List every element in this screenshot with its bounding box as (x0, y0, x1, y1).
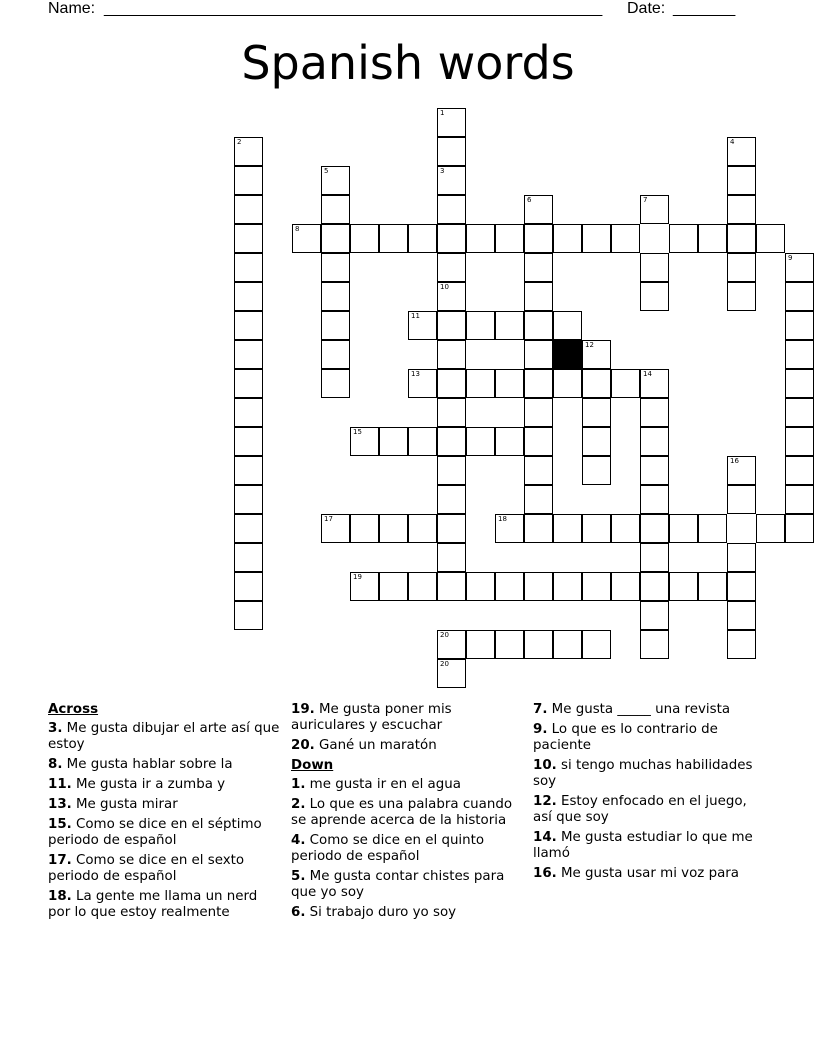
grid-cell[interactable] (524, 282, 553, 311)
clue-num: 19. (291, 702, 315, 717)
clue-item (291, 777, 523, 793)
grid-cell[interactable] (495, 630, 524, 659)
clue-text: Gané un maratón (314, 738, 437, 753)
grid-cell[interactable] (640, 195, 669, 224)
grid-cell[interactable] (321, 166, 350, 195)
grid-cell[interactable] (495, 572, 524, 601)
grid-cell[interactable] (437, 340, 466, 369)
grid-cell[interactable] (785, 311, 814, 340)
grid-cell[interactable] (785, 485, 814, 514)
grid-cell[interactable] (437, 137, 466, 166)
grid-cell[interactable] (321, 369, 350, 398)
clue-text: Como se dice en el quinto periodo de español (291, 833, 485, 864)
grid-cell[interactable] (437, 253, 466, 282)
grid-cell[interactable] (321, 311, 350, 340)
grid-cell[interactable] (640, 369, 669, 398)
grid-cell[interactable] (408, 427, 437, 456)
grid-cell[interactable] (234, 601, 263, 630)
clue-text: Me gusta usar mi voz para (556, 866, 739, 881)
clue-item (48, 721, 280, 753)
clue-item (533, 758, 765, 790)
grid-cell[interactable] (466, 572, 495, 601)
grid-cell[interactable] (640, 253, 669, 282)
clue-num: 9. (533, 722, 548, 737)
grid-cell[interactable] (727, 137, 756, 166)
clue-item (291, 833, 523, 865)
grid-cell[interactable] (292, 224, 321, 253)
grid-cell[interactable] (553, 311, 582, 340)
date-label: Date: (627, 0, 666, 17)
grid-cell[interactable] (350, 514, 379, 543)
clue-num: 4. (291, 833, 306, 848)
clue-number: 20 (440, 660, 449, 668)
grid-cell[interactable] (437, 398, 466, 427)
grid-cell[interactable] (379, 572, 408, 601)
clue-num: 17. (48, 853, 72, 868)
grid-cell[interactable] (408, 311, 437, 340)
across-heading: Across (48, 702, 99, 717)
grid-cell[interactable] (669, 572, 698, 601)
clue-text: Lo que es una palabra cuando se aprende acerca de la historia (291, 797, 513, 828)
grid-cell[interactable] (466, 427, 495, 456)
grid-cell[interactable] (785, 456, 814, 485)
grid-cell[interactable] (582, 427, 611, 456)
grid-cell[interactable] (553, 369, 582, 398)
grid-cell[interactable] (640, 456, 669, 485)
grid-cell[interactable] (321, 253, 350, 282)
grid-cell[interactable] (785, 398, 814, 427)
clue-text: Como se dice en el séptimo periodo de español (48, 817, 262, 848)
grid-cell[interactable] (582, 224, 611, 253)
clue-text: Me gusta hablar sobre la (62, 757, 233, 772)
grid-cell[interactable] (234, 253, 263, 282)
grid-cell[interactable] (437, 630, 466, 659)
grid-cell[interactable] (611, 369, 640, 398)
grid-cell[interactable] (408, 369, 437, 398)
grid-cell[interactable] (437, 659, 466, 688)
clue-number: 16 (730, 457, 739, 465)
clues-column-1 (48, 702, 280, 925)
grid-cell[interactable] (727, 572, 756, 601)
grid-cell[interactable] (640, 543, 669, 572)
grid-cell[interactable] (640, 572, 669, 601)
clue-num: 8. (48, 757, 63, 772)
clue-item (533, 702, 765, 718)
clue-number: 7 (643, 196, 648, 204)
clue-number: 18 (498, 515, 507, 523)
grid-cell[interactable] (582, 514, 611, 543)
grid-cell[interactable] (727, 456, 756, 485)
grid-cell[interactable] (466, 369, 495, 398)
grid-cell[interactable] (727, 166, 756, 195)
grid-cell[interactable] (234, 427, 263, 456)
grid-cell[interactable] (727, 282, 756, 311)
clue-num: 14. (533, 830, 557, 845)
clue-item (291, 905, 523, 921)
grid-cell[interactable] (640, 630, 669, 659)
grid-cell[interactable] (524, 224, 553, 253)
clue-item (291, 869, 523, 901)
grid-cell[interactable] (437, 456, 466, 485)
clue-num: 11. (48, 777, 72, 792)
grid-cell[interactable] (611, 572, 640, 601)
grid-cell[interactable] (234, 340, 263, 369)
clue-number: 13 (411, 370, 420, 378)
clue-number: 2 (237, 138, 242, 146)
grid-cell[interactable] (350, 224, 379, 253)
grid-cell[interactable] (785, 369, 814, 398)
grid-cell[interactable] (379, 514, 408, 543)
clue-number: 1 (440, 109, 445, 117)
grid-cell[interactable] (727, 630, 756, 659)
clue-num: 10. (533, 758, 557, 773)
grid-cell[interactable] (437, 282, 466, 311)
clue-num: 7. (533, 702, 548, 717)
clue-num: 12. (533, 794, 557, 809)
clue-num: 1. (291, 777, 306, 792)
clue-item (291, 702, 523, 734)
grid-cell[interactable] (698, 224, 727, 253)
clue-item (533, 866, 765, 882)
clue-number: 19 (353, 573, 362, 581)
clue-item (48, 889, 280, 921)
grid-cell[interactable] (234, 166, 263, 195)
grid-cell[interactable] (437, 485, 466, 514)
grid-cell[interactable] (437, 311, 466, 340)
clue-number: 17 (324, 515, 333, 523)
grid-cell[interactable] (524, 195, 553, 224)
clue-text: Me gusta dibujar el arte así que estoy (48, 721, 280, 752)
down-heading: Down (291, 758, 334, 773)
clue-num: 15. (48, 817, 72, 832)
grid-cell[interactable] (669, 224, 698, 253)
grid-cell[interactable] (234, 456, 263, 485)
clue-number: 5 (324, 167, 329, 175)
grid-cell[interactable] (466, 311, 495, 340)
grid-cell[interactable] (379, 427, 408, 456)
grid-cell[interactable] (234, 311, 263, 340)
clue-item (48, 817, 280, 849)
grid-cell[interactable] (640, 514, 669, 543)
clue-number: 20 (440, 631, 449, 639)
grid-cell[interactable] (466, 224, 495, 253)
grid-cell[interactable] (553, 514, 582, 543)
grid-cell[interactable] (234, 543, 263, 572)
grid-cell[interactable] (640, 485, 669, 514)
clue-num: 13. (48, 797, 72, 812)
grid-cell[interactable] (495, 224, 524, 253)
clue-num: 5. (291, 869, 306, 884)
grid-cell[interactable] (756, 224, 785, 253)
grid-cell[interactable] (582, 398, 611, 427)
clue-number: 11 (411, 312, 420, 320)
clue-number: 10 (440, 283, 449, 291)
grid-cell[interactable] (495, 369, 524, 398)
grid-cell[interactable] (785, 427, 814, 456)
grid-cell[interactable] (785, 340, 814, 369)
clue-num: 2. (291, 797, 306, 812)
grid-cell[interactable] (582, 369, 611, 398)
grid-cell[interactable] (495, 311, 524, 340)
grid-cell[interactable] (524, 340, 553, 369)
grid-cell[interactable] (321, 282, 350, 311)
grid-cell[interactable] (234, 282, 263, 311)
grid-cell[interactable] (234, 514, 263, 543)
grid-cell[interactable] (437, 108, 466, 137)
clue-number: 6 (527, 196, 532, 204)
clue-item (291, 738, 523, 754)
grid-cell[interactable] (785, 514, 814, 543)
grid-cell[interactable] (785, 253, 814, 282)
grid-cell[interactable] (379, 224, 408, 253)
grid-cell[interactable] (408, 514, 437, 543)
grid-cell[interactable] (524, 253, 553, 282)
grid-cell[interactable] (640, 601, 669, 630)
grid-cell[interactable] (437, 224, 466, 253)
clue-num: 3. (48, 721, 63, 736)
grid-cell[interactable] (727, 253, 756, 282)
grid-cell[interactable] (350, 572, 379, 601)
grid-cell[interactable] (321, 224, 350, 253)
grid-cell[interactable] (727, 224, 756, 253)
clue-text: Me gusta contar chistes para que yo soy (291, 869, 505, 900)
grid-cell[interactable] (669, 514, 698, 543)
clue-item (48, 853, 280, 885)
grid-cell[interactable] (437, 195, 466, 224)
clue-num: 18. (48, 889, 72, 904)
grid-cell[interactable] (408, 224, 437, 253)
grid-cell[interactable] (437, 572, 466, 601)
grid-cell[interactable] (524, 514, 553, 543)
clue-text: Me gusta poner mis auriculares y escuchar (291, 702, 452, 733)
clue-num: 16. (533, 866, 557, 881)
grid-cell[interactable] (640, 427, 669, 456)
clue-item (533, 722, 765, 754)
clue-item (48, 757, 280, 773)
grid-cell[interactable] (582, 630, 611, 659)
grid-cell[interactable] (437, 166, 466, 195)
grid-cell[interactable] (524, 485, 553, 514)
grid-cell[interactable] (437, 543, 466, 572)
grid-cell[interactable] (437, 369, 466, 398)
grid-cell[interactable] (785, 282, 814, 311)
grid-cell[interactable] (495, 427, 524, 456)
grid-cell[interactable] (437, 427, 466, 456)
grid-cell[interactable] (234, 369, 263, 398)
clue-text: Lo que es lo contrario de paciente (533, 722, 718, 753)
clue-text: La gente me llama un nerd por lo que estoy realmente (48, 889, 258, 920)
grid-cell[interactable] (524, 572, 553, 601)
grid-cell[interactable] (582, 456, 611, 485)
grid-cell[interactable] (321, 514, 350, 543)
grid-cell[interactable] (234, 137, 263, 166)
clue-text: Me gusta mirar (71, 797, 178, 812)
page-title: Spanish words (241, 36, 575, 90)
clue-number: 9 (788, 254, 793, 262)
clue-item (533, 830, 765, 862)
grid-cell[interactable] (553, 224, 582, 253)
grid-cell[interactable] (582, 340, 611, 369)
clue-text: Me gusta estudiar lo que me llamó (533, 830, 753, 861)
grid-cell[interactable] (727, 543, 756, 572)
date-input-line[interactable]: _______ (673, 0, 736, 17)
grid-cell[interactable] (495, 514, 524, 543)
grid-cell[interactable] (321, 195, 350, 224)
grid-cell[interactable] (698, 572, 727, 601)
grid-cell[interactable] (727, 601, 756, 630)
grid-cell[interactable] (437, 514, 466, 543)
grid-cell[interactable] (611, 224, 640, 253)
grid-cell[interactable] (698, 514, 727, 543)
grid-cell[interactable] (524, 427, 553, 456)
grid-cell[interactable] (582, 572, 611, 601)
grid-cell[interactable] (234, 485, 263, 514)
name-input-line[interactable]: ________________________________________________________ (104, 0, 603, 17)
grid-cell[interactable] (408, 572, 437, 601)
name-label: Name: (48, 0, 96, 17)
clue-number: 3 (440, 167, 445, 175)
clue-item (48, 797, 280, 813)
grid-cell[interactable] (756, 514, 785, 543)
grid-cell[interactable] (553, 630, 582, 659)
grid-cell[interactable] (350, 427, 379, 456)
grid-cell[interactable] (524, 369, 553, 398)
grid-cell[interactable] (466, 630, 495, 659)
clue-text: me gusta ir en el agua (305, 777, 461, 792)
grid-cell[interactable] (524, 311, 553, 340)
clue-text: Como se dice en el sexto periodo de español (48, 853, 245, 884)
clue-text: si tengo muchas habilidades soy (533, 758, 753, 789)
clues-column-2 (291, 702, 523, 925)
clue-num: 6. (291, 905, 306, 920)
clue-number: 4 (730, 138, 735, 146)
clue-item (533, 794, 765, 826)
clue-number: 8 (295, 225, 300, 233)
clue-text: Estoy enfocado en el juego, así que soy (533, 794, 747, 825)
grid-cell[interactable] (640, 398, 669, 427)
clue-number: 15 (353, 428, 362, 436)
clue-item (291, 797, 523, 829)
grid-cell[interactable] (524, 398, 553, 427)
clue-text: Si trabajo duro yo soy (305, 905, 457, 920)
grid-cell[interactable] (640, 282, 669, 311)
clue-text: Me gusta _____ una revista (547, 702, 731, 717)
clue-number: 12 (585, 341, 594, 349)
clue-text: Me gusta ir a zumba y (71, 777, 226, 792)
grid-cell[interactable] (321, 340, 350, 369)
clue-number: 14 (643, 370, 652, 378)
grid-cell[interactable] (524, 456, 553, 485)
grid-block (553, 340, 582, 369)
clues-column-3 (533, 702, 765, 886)
grid-cell[interactable] (234, 224, 263, 253)
grid-cell[interactable] (234, 572, 263, 601)
grid-cell[interactable] (727, 195, 756, 224)
clue-num: 20. (291, 738, 315, 753)
grid-cell[interactable] (727, 485, 756, 514)
grid-cell[interactable] (234, 195, 263, 224)
grid-cell[interactable] (234, 398, 263, 427)
grid-cell[interactable] (611, 514, 640, 543)
grid-cell[interactable] (524, 630, 553, 659)
grid-cell[interactable] (553, 572, 582, 601)
clue-item (48, 777, 280, 793)
